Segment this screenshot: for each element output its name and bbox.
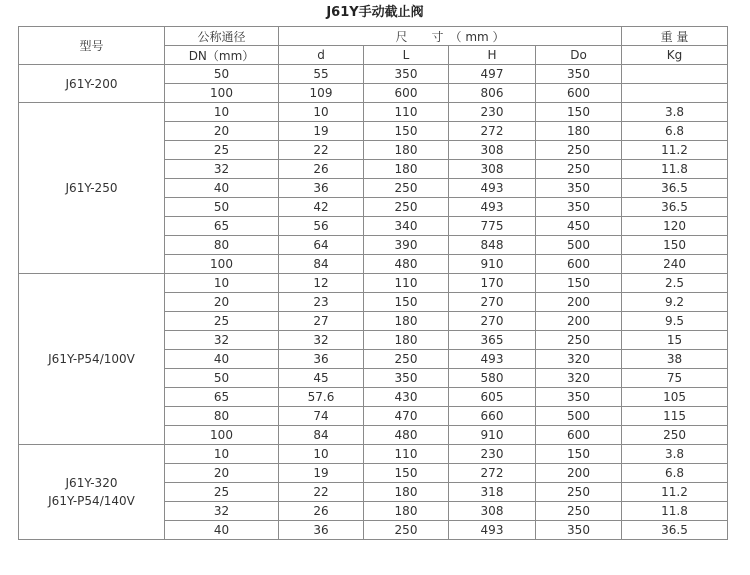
cell-d: 26: [279, 160, 364, 179]
cell-do: 320: [536, 350, 622, 369]
cell-dn: 25: [165, 483, 279, 502]
cell-do: 320: [536, 369, 622, 388]
cell-d: 84: [279, 255, 364, 274]
cell-do: 250: [536, 141, 622, 160]
cell-kg: 240: [622, 255, 728, 274]
cell-dn: 100: [165, 84, 279, 103]
cell-do: 250: [536, 331, 622, 350]
cell-l: 250: [364, 350, 449, 369]
model-cell: [19, 65, 165, 103]
cell-h: 493: [449, 179, 536, 198]
cell-h: 170: [449, 274, 536, 293]
cell-d: 23: [279, 293, 364, 312]
cell-h: 272: [449, 122, 536, 141]
cell-h: 806: [449, 84, 536, 103]
cell-dn: 25: [165, 141, 279, 160]
cell-kg: 38: [622, 350, 728, 369]
cell-do: 150: [536, 274, 622, 293]
cell-l: 430: [364, 388, 449, 407]
cell-dn: 80: [165, 407, 279, 426]
table-row: [19, 103, 728, 122]
header-row-1: [19, 27, 728, 46]
cell-l: 350: [364, 369, 449, 388]
cell-l: 600: [364, 84, 449, 103]
cell-h: 308: [449, 160, 536, 179]
cell-dn: 100: [165, 426, 279, 445]
cell-dn: 32: [165, 160, 279, 179]
model-name: J61Y-P54/140V: [48, 494, 135, 508]
cell-d: 57.6: [279, 388, 364, 407]
cell-d: 42: [279, 198, 364, 217]
cell-d: 74: [279, 407, 364, 426]
cell-kg: 11.2: [622, 141, 728, 160]
cell-do: 600: [536, 84, 622, 103]
header-dn-unit: DN（mm）: [165, 46, 279, 65]
cell-do: 350: [536, 521, 622, 540]
cell-dn: 80: [165, 236, 279, 255]
cell-d: 27: [279, 312, 364, 331]
model-name: J61Y-250: [65, 181, 118, 195]
header-weight-unit: Kg: [622, 46, 728, 65]
cell-h: 497: [449, 65, 536, 84]
cell-dn: 10: [165, 103, 279, 122]
cell-d: 45: [279, 369, 364, 388]
cell-l: 180: [364, 502, 449, 521]
cell-do: 350: [536, 198, 622, 217]
cell-h: 910: [449, 426, 536, 445]
cell-l: 180: [364, 160, 449, 179]
table-row: [19, 274, 728, 293]
cell-l: 390: [364, 236, 449, 255]
cell-d: 36: [279, 179, 364, 198]
cell-d: 36: [279, 350, 364, 369]
cell-kg: 75: [622, 369, 728, 388]
cell-kg: 11.8: [622, 502, 728, 521]
table-row: [19, 65, 728, 84]
cell-h: 580: [449, 369, 536, 388]
cell-h: 230: [449, 445, 536, 464]
cell-l: 250: [364, 198, 449, 217]
cell-l: 110: [364, 274, 449, 293]
cell-dn: 32: [165, 502, 279, 521]
model-cell: [19, 274, 165, 445]
cell-h: 270: [449, 293, 536, 312]
header-dimensions: 尺 寸 （ mm ）: [279, 27, 622, 46]
cell-kg: 6.8: [622, 122, 728, 141]
table-title: J61Y手动截止阀: [326, 5, 424, 20]
cell-h: 365: [449, 331, 536, 350]
cell-l: 110: [364, 445, 449, 464]
spec-table-body: [19, 65, 728, 540]
cell-dn: 40: [165, 521, 279, 540]
cell-h: 318: [449, 483, 536, 502]
cell-do: 450: [536, 217, 622, 236]
cell-l: 150: [364, 293, 449, 312]
cell-l: 150: [364, 122, 449, 141]
cell-dn: 20: [165, 122, 279, 141]
cell-l: 470: [364, 407, 449, 426]
cell-h: 308: [449, 502, 536, 521]
cell-l: 180: [364, 483, 449, 502]
cell-do: 200: [536, 312, 622, 331]
cell-dn: 20: [165, 464, 279, 483]
cell-d: 36: [279, 521, 364, 540]
cell-d: 55: [279, 65, 364, 84]
cell-h: 308: [449, 141, 536, 160]
cell-kg: 120: [622, 217, 728, 236]
cell-do: 180: [536, 122, 622, 141]
cell-d: 22: [279, 141, 364, 160]
cell-do: 600: [536, 255, 622, 274]
cell-do: 200: [536, 293, 622, 312]
cell-dn: 50: [165, 369, 279, 388]
cell-l: 340: [364, 217, 449, 236]
cell-kg: 2.5: [622, 274, 728, 293]
header-d: d: [279, 46, 364, 65]
model-cell: [19, 103, 165, 274]
cell-kg: 36.5: [622, 198, 728, 217]
cell-l: 180: [364, 312, 449, 331]
cell-l: 180: [364, 141, 449, 160]
cell-l: 250: [364, 521, 449, 540]
cell-do: 350: [536, 388, 622, 407]
cell-dn: 65: [165, 388, 279, 407]
header-h: H: [449, 46, 536, 65]
cell-dn: 50: [165, 65, 279, 84]
cell-dn: 20: [165, 293, 279, 312]
cell-h: 493: [449, 521, 536, 540]
cell-h: 270: [449, 312, 536, 331]
header-l: L: [364, 46, 449, 65]
cell-kg: 11.2: [622, 483, 728, 502]
cell-d: 84: [279, 426, 364, 445]
cell-kg: 3.8: [622, 103, 728, 122]
header-do: Do: [536, 46, 622, 65]
cell-h: 493: [449, 198, 536, 217]
cell-dn: 10: [165, 445, 279, 464]
cell-l: 180: [364, 331, 449, 350]
cell-dn: 40: [165, 350, 279, 369]
cell-d: 26: [279, 502, 364, 521]
model-name: J61Y-320: [65, 476, 118, 490]
cell-kg: 9.5: [622, 312, 728, 331]
cell-do: 500: [536, 407, 622, 426]
cell-kg: [622, 65, 728, 84]
cell-d: 22: [279, 483, 364, 502]
cell-kg: 15: [622, 331, 728, 350]
cell-d: 12: [279, 274, 364, 293]
cell-l: 480: [364, 426, 449, 445]
cell-dn: 65: [165, 217, 279, 236]
cell-do: 250: [536, 160, 622, 179]
cell-kg: 36.5: [622, 521, 728, 540]
table-row: [19, 445, 728, 464]
cell-h: 272: [449, 464, 536, 483]
model-cell: [19, 445, 165, 540]
cell-dn: 50: [165, 198, 279, 217]
cell-do: 150: [536, 103, 622, 122]
model-name: J61Y-200: [65, 76, 118, 91]
cell-h: 910: [449, 255, 536, 274]
cell-d: 64: [279, 236, 364, 255]
cell-d: 10: [279, 103, 364, 122]
header-model: 型号: [19, 27, 165, 65]
cell-dn: 32: [165, 331, 279, 350]
cell-d: 56: [279, 217, 364, 236]
cell-kg: 115: [622, 407, 728, 426]
cell-l: 480: [364, 255, 449, 274]
cell-d: 19: [279, 464, 364, 483]
cell-kg: 36.5: [622, 179, 728, 198]
cell-h: 230: [449, 103, 536, 122]
cell-kg: 105: [622, 388, 728, 407]
cell-dn: 10: [165, 274, 279, 293]
cell-h: 493: [449, 350, 536, 369]
cell-dn: 40: [165, 179, 279, 198]
cell-kg: 150: [622, 236, 728, 255]
header-dn-label: 公称通径: [165, 27, 279, 46]
model-name: J61Y-P54/100V: [48, 352, 135, 366]
cell-kg: 11.8: [622, 160, 728, 179]
cell-d: 32: [279, 331, 364, 350]
cell-l: 350: [364, 65, 449, 84]
cell-do: 250: [536, 483, 622, 502]
cell-kg: 3.8: [622, 445, 728, 464]
cell-h: 775: [449, 217, 536, 236]
cell-do: 350: [536, 179, 622, 198]
cell-do: 500: [536, 236, 622, 255]
cell-kg: [622, 84, 728, 103]
cell-do: 350: [536, 65, 622, 84]
cell-l: 110: [364, 103, 449, 122]
cell-d: 19: [279, 122, 364, 141]
cell-l: 150: [364, 464, 449, 483]
cell-h: 605: [449, 388, 536, 407]
cell-l: 250: [364, 179, 449, 198]
cell-dn: 100: [165, 255, 279, 274]
cell-kg: 6.8: [622, 464, 728, 483]
cell-d: 109: [279, 84, 364, 103]
cell-d: 10: [279, 445, 364, 464]
cell-do: 200: [536, 464, 622, 483]
cell-h: 848: [449, 236, 536, 255]
cell-do: 150: [536, 445, 622, 464]
cell-do: 600: [536, 426, 622, 445]
header-weight: 重 量: [622, 27, 728, 46]
cell-h: 660: [449, 407, 536, 426]
cell-do: 250: [536, 502, 622, 521]
cell-kg: 250: [622, 426, 728, 445]
spec-table: [18, 26, 728, 540]
cell-kg: 9.2: [622, 293, 728, 312]
cell-dn: 25: [165, 312, 279, 331]
